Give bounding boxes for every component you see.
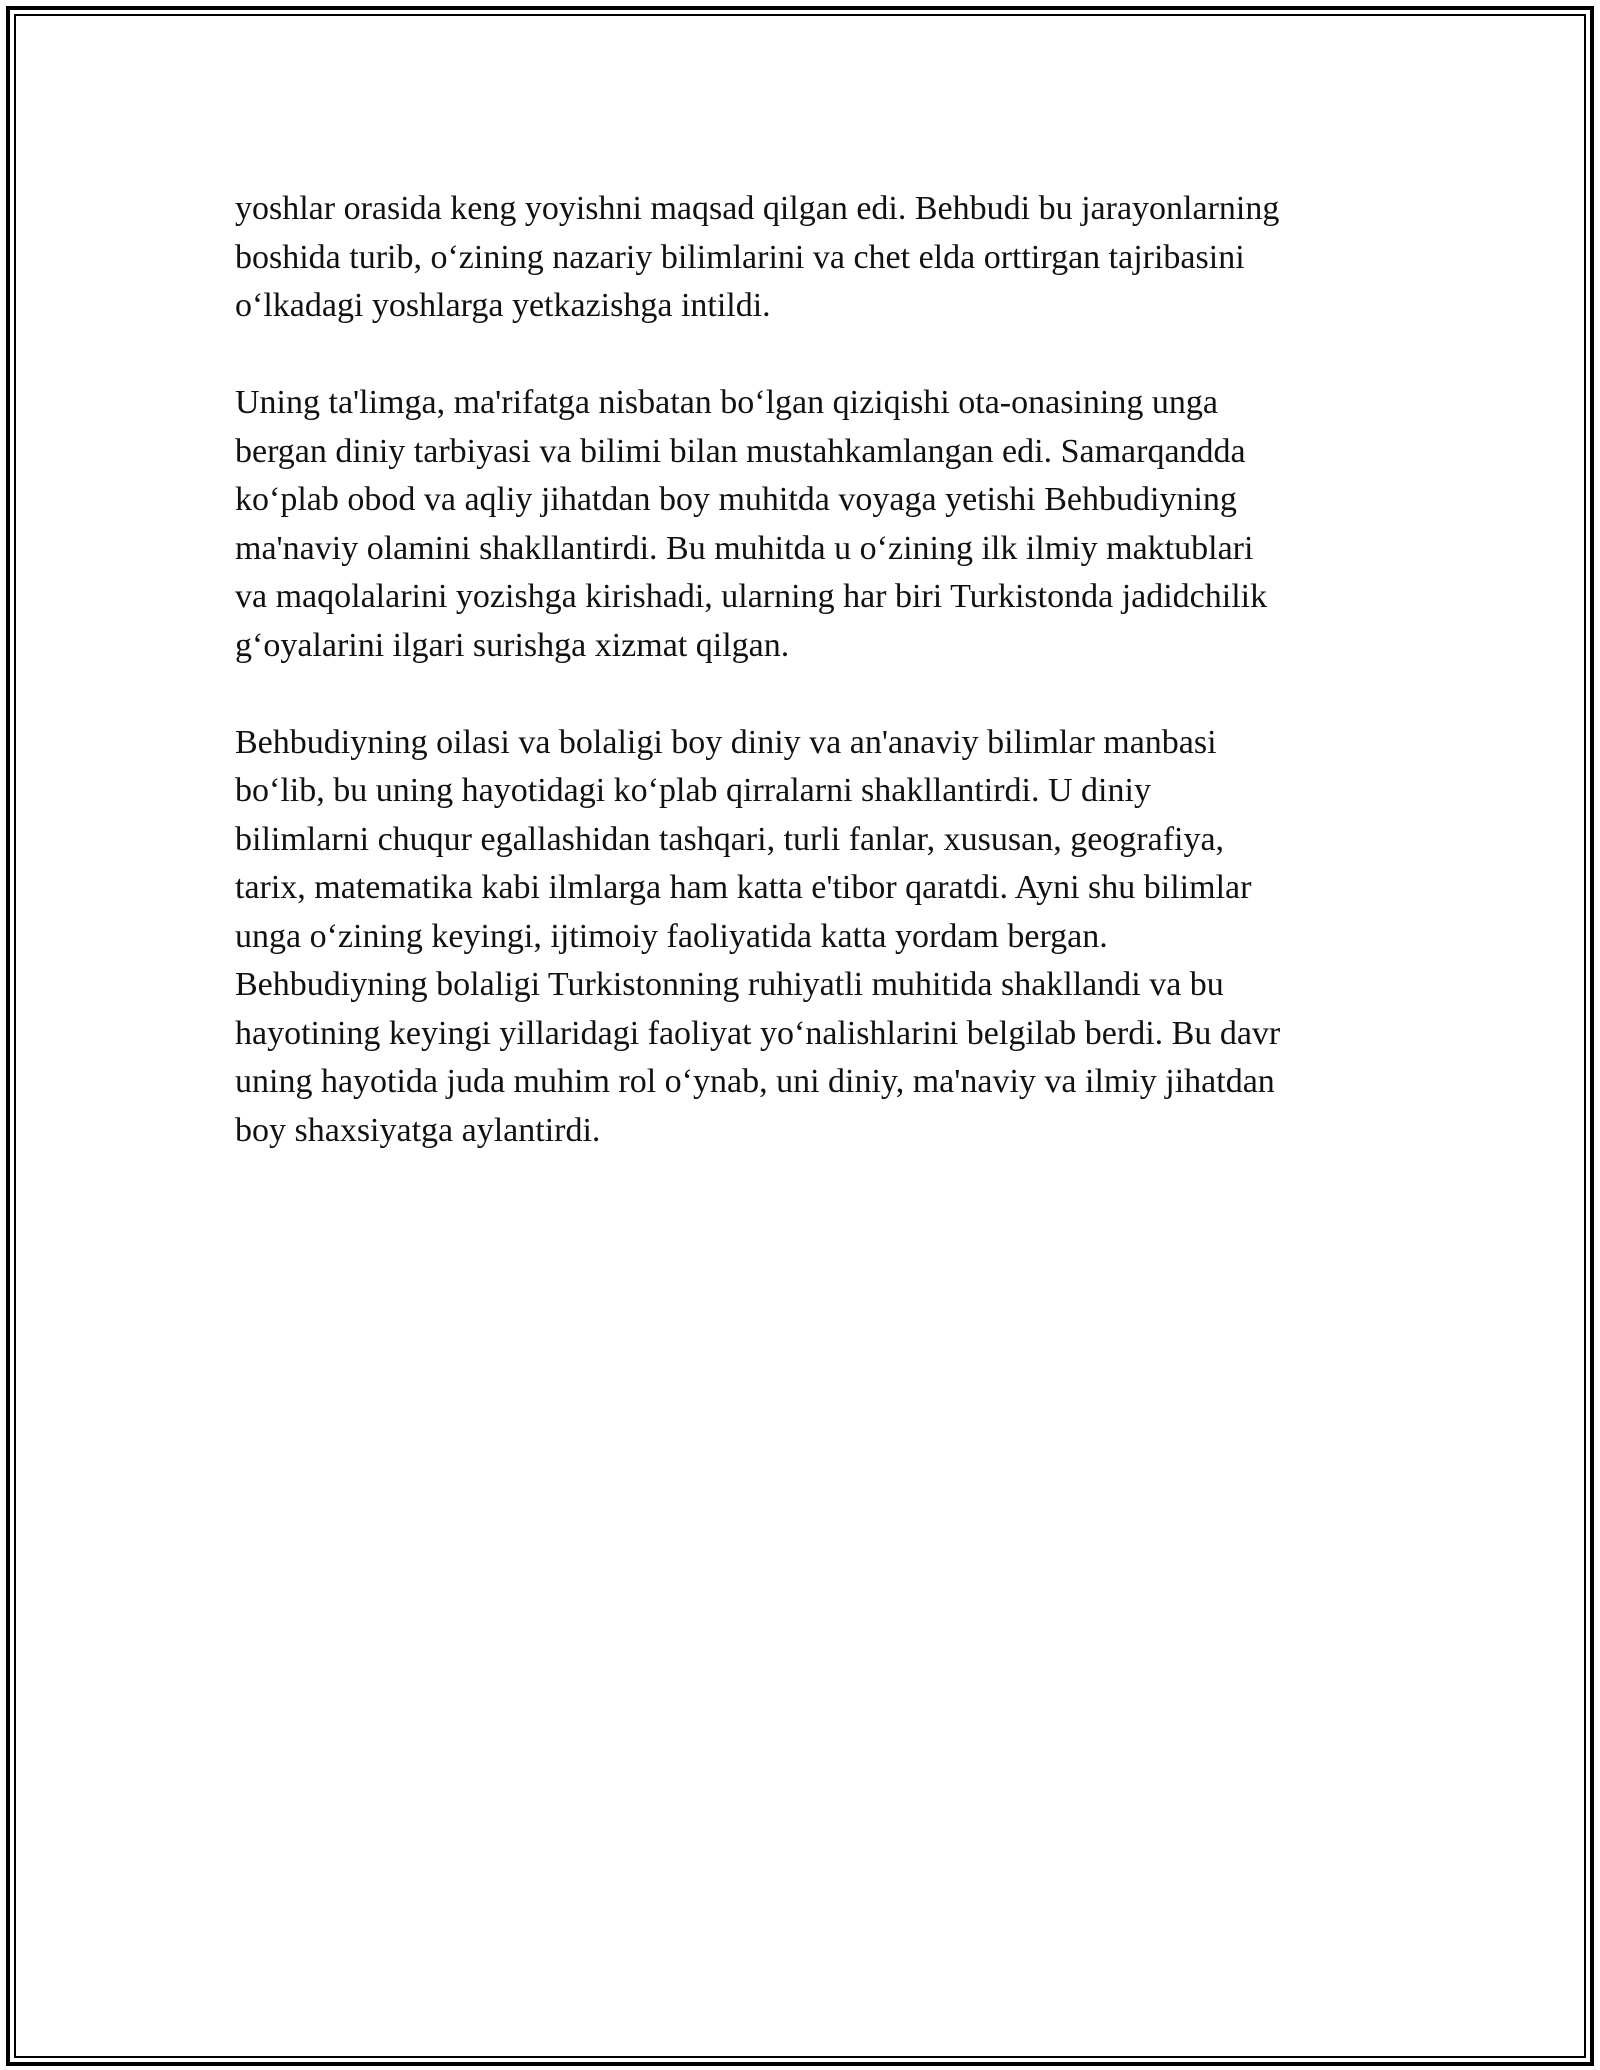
paragraph-line: g‘oyalarini ilgari surishga xizmat qilgan. [235,626,790,664]
paragraph-line: bergan diniy tarbiyasi va bilimi bilan mustahkamlangan edi. Samarqandda [235,432,1246,470]
paragraph-line: yoshlar orasida keng yoyishni maqsad qilgan edi. Behbudi bu jarayonlarning [235,190,1280,227]
paragraph-line: o‘lkadagi yoshlarga yetkazishga intildi. [235,287,771,324]
paragraph-line: uning hayotida juda muhim rol o‘ynab, uni diniy, ma'naviy va ilmiy jihatdan [235,1063,1275,1100]
paragraph-line: unga o‘zining keyingi, ijtimoiy faoliyatida katta yordam bergan. [235,917,1108,955]
paragraph-line: boy shaxsiyatga aylantirdi. [235,1111,601,1149]
paragraph-line: ma'naviy olamini shakllantirdi. Bu muhitda u o‘zining ilk ilmiy maktublari [235,529,1254,567]
paragraph-line: bo‘lib, bu uning hayotidagi ko‘plab qirralarni shakllantirdi. U diniy [235,772,1151,809]
paragraph-2 [235,379,1375,670]
paragraph-3 [235,719,1375,1156]
paragraph-line: tarix, matematika kabi ilmlarga ham katta e'tibor qaratdi. Ayni shu bilimlar [235,869,1252,906]
paragraph-line: va maqolalarini yozishga kirishadi, ularning har biri Turkistonda jadidchilik [235,578,1268,615]
paragraph-line: bilimlarni chuqur egallashidan tashqari, turli fanlar, xususan, geografiya, [235,820,1225,858]
paragraph-line: ko‘plab obod va aqliy jihatdan boy muhitda voyaga yetishi Behbudiyning [235,481,1237,518]
paragraph-1 [235,185,1375,331]
document-body [235,185,1375,1204]
paragraph-line: boshida turib, o‘zining nazariy bilimlarini va chet elda orttirgan tajribasini [235,238,1245,276]
paragraph-line: Uning ta'limga, ma'rifatga nisbatan bo‘lgan qiziqishi ota-onasining unga [235,384,1218,421]
paragraph-line: Behbudiyning oilasi va bolaligi boy diniy va an'anaviy bilimlar manbasi [235,723,1217,761]
paragraph-line: Behbudiyning bolaligi Turkistonning ruhiyatli muhitida shakllandi va bu [235,966,1224,1003]
paragraph-line: hayotining keyingi yillaridagi faoliyat yo‘nalishlarini belgilab berdi. Bu davr [235,1014,1281,1052]
